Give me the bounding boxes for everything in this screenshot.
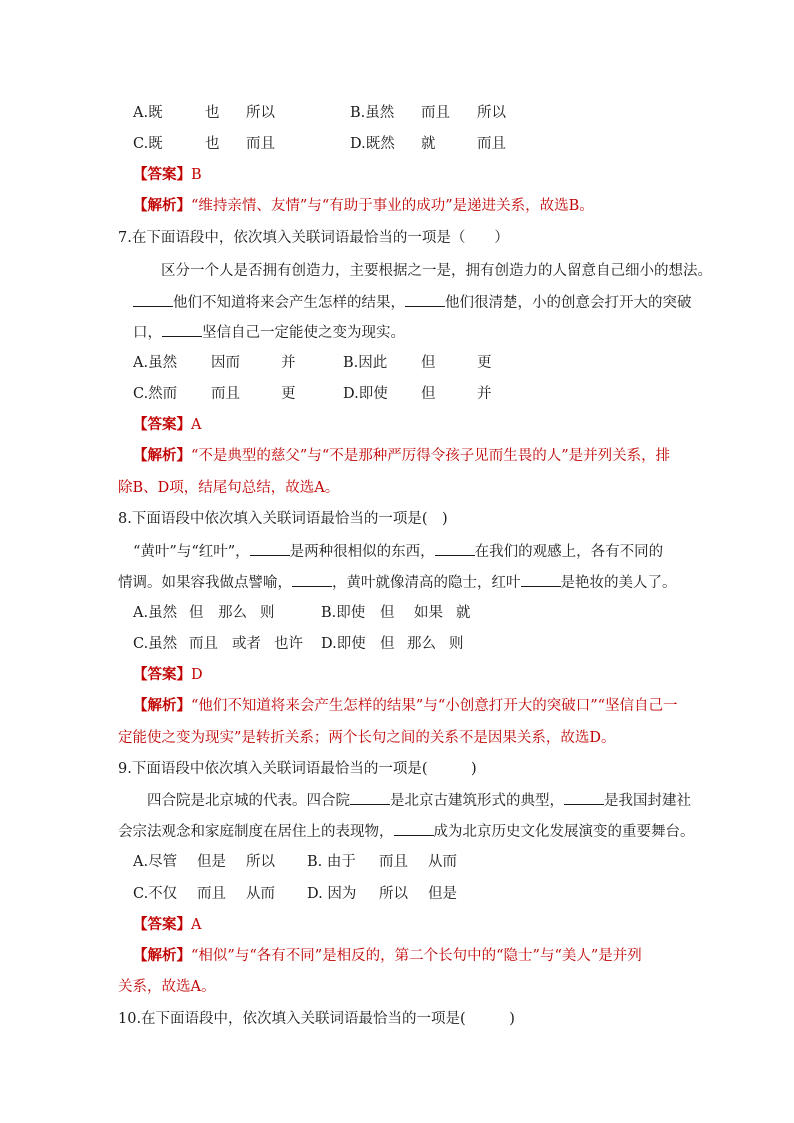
q8-text: 是两种很相似的东西， (289, 544, 435, 560)
q8-analysis-text: “他们不知道将来会产生怎样的结果”与“小创意打开大的突破口”“坚信自己一 (191, 698, 678, 714)
q9-analysis-line-2: 关系，故选A。 (118, 979, 216, 995)
q8-answer (133, 665, 203, 685)
analysis-tag: 【解析】 (133, 197, 191, 214)
q9-option-d: D. 因为 (307, 886, 357, 902)
q9-text: 会宗法观念和家庭制度在居住上的表现物， (118, 824, 394, 840)
q6-analysis-text: “维持亲情、友情”与“有助于事业的成功”是递进关系，故选B。 (191, 198, 594, 214)
q10-stem: 10.在下面语段中，依次填入关联词语最恰当的一项是( ) (118, 1011, 515, 1027)
q8-option-c: C.虽然 (133, 636, 178, 652)
q9-text: 四合院是北京城的代表。四合院 (147, 793, 350, 809)
q8-option-b-word-2: 但 (380, 605, 395, 621)
q9-answer (133, 915, 201, 935)
q9-option-c-word-2: 而且 (197, 886, 226, 902)
q9-paragraph-line-2 (118, 821, 695, 842)
q8-option-a-word-2: 但 (189, 605, 204, 621)
fill-blank[interactable] (405, 292, 445, 307)
q9-option-a-word-2: 但是 (197, 854, 226, 870)
q7-analysis-line-2: 除B、D项，结尾句总结，故选A。 (118, 480, 340, 496)
q9-option-a-word-3: 所以 (246, 854, 275, 870)
q6-option-b-word-3: 所以 (477, 105, 506, 121)
q9-paragraph-line-1 (147, 790, 691, 811)
q8-text: 情调。如果容我做点譬喻， (118, 575, 292, 591)
q7-option-a-word-2: 因而 (211, 355, 240, 371)
q9-option-d-word-2: 所以 (379, 886, 408, 902)
fill-blank[interactable] (292, 572, 332, 587)
q7-option-b-word-3: 更 (477, 355, 492, 371)
fill-blank[interactable] (435, 541, 475, 556)
q8-text: “黄叶”与“红叶”， (133, 544, 250, 560)
q6-option-b: B.虽然 (350, 105, 395, 121)
q6-option-c-word-3: 而且 (246, 136, 275, 152)
q9-answer-value: A (191, 917, 202, 933)
q7-stem: 7.在下面语段中，依次填入关联词语最恰当的一项是（ ） (118, 230, 509, 246)
q6-option-a: A.既 (133, 105, 163, 121)
q8-paragraph-line-2 (118, 572, 677, 593)
q8-option-a: A.虽然 (133, 605, 178, 621)
q6-option-d-word-2: 就 (421, 136, 436, 152)
q8-option-a-word-4: 则 (260, 605, 275, 621)
q7-option-b: B.因此 (343, 355, 388, 371)
analysis-tag: 【解析】 (133, 447, 191, 464)
q6-option-d-word-3: 而且 (477, 136, 506, 152)
q7-option-a-word-3: 并 (281, 355, 296, 371)
fill-blank[interactable] (394, 821, 434, 836)
q7-option-d-word-3: 并 (477, 386, 492, 402)
q6-answer-value: B (191, 167, 202, 183)
q9-option-b: B. 由于 (307, 854, 356, 870)
q8-option-d-word-4: 则 (449, 636, 464, 652)
q9-analysis-line-1 (133, 946, 642, 966)
q7-answer (133, 415, 201, 435)
fill-blank[interactable] (250, 541, 290, 556)
q9-option-b-word-3: 从而 (428, 854, 457, 870)
fill-blank[interactable] (564, 790, 604, 805)
q9-text: 是北京古建筑形式的典型， (390, 793, 564, 809)
q8-analysis-line-1 (133, 696, 678, 716)
q8-answer-value: D (191, 667, 203, 683)
q8-option-c-word-4: 也许 (274, 636, 303, 652)
q6-option-b-word-2: 而且 (421, 105, 450, 121)
answer-tag: 【答案】 (133, 916, 191, 933)
q7-paragraph-line-1: 区分一个人是否拥有创造力，主要根据之一是，拥有创造力的人留意自己细小的想法。 (161, 263, 712, 279)
answer-tag: 【答案】 (133, 416, 191, 433)
q8-text: 在我们的观感上，各有不同的 (474, 544, 664, 560)
q7-option-c-word-3: 更 (281, 386, 296, 402)
analysis-tag: 【解析】 (133, 947, 191, 964)
fill-blank[interactable] (521, 572, 561, 587)
q6-option-a-word-3: 所以 (246, 105, 275, 121)
q7-analysis-text: “不是典型的慈父”与“不是那种严厉得令孩子见而生畏的人”是并列关系，排 (191, 448, 671, 464)
q7-text: 他们很清楚，小的创意会打开大的突破 (445, 295, 692, 311)
q8-option-c-word-2: 而且 (189, 636, 218, 652)
q6-option-a-word-2: 也 (205, 105, 220, 121)
answer-tag: 【答案】 (133, 666, 191, 683)
q8-option-b: B.即使 (321, 605, 366, 621)
q9-stem: 9.下面语段中依次填入关联词语最恰当的一项是( ) (118, 761, 477, 777)
q6-option-c-word-2: 也 (205, 136, 220, 152)
q7-paragraph-line-2 (133, 292, 692, 313)
q8-option-d-word-3: 那么 (407, 636, 436, 652)
fill-blank[interactable] (133, 292, 173, 307)
q9-text: 是我国封建社 (604, 793, 691, 809)
q8-text: ，黄叶就像清高的隐士，红叶 (332, 575, 521, 591)
q7-text: 坚信自己一定能使之变为现实。 (202, 325, 405, 341)
answer-tag: 【答案】 (133, 166, 191, 183)
q8-option-b-word-3: 如果 (414, 605, 443, 621)
q8-option-c-word-3: 或者 (232, 636, 261, 652)
q8-option-a-word-3: 那么 (218, 605, 247, 621)
q7-option-a: A.虽然 (133, 355, 178, 371)
q7-text: 口， (133, 325, 162, 341)
q8-paragraph-line-1 (133, 541, 663, 562)
q8-option-d-word-2: 但 (380, 636, 395, 652)
q7-analysis-line-1 (133, 446, 670, 466)
fill-blank[interactable] (350, 790, 390, 805)
q6-answer (133, 165, 202, 185)
q7-option-c: C.然而 (133, 386, 178, 402)
q9-option-d-word-3: 但是 (428, 886, 457, 902)
q7-option-d-word-2: 但 (421, 386, 436, 402)
q9-analysis-text: “相似”与“各有不同”是相反的，第二个长句中的“隐士”与“美人”是并列 (191, 948, 642, 964)
q7-answer-value: A (191, 417, 202, 433)
q9-text: 成为北京历史文化发展演变的重要舞台。 (433, 824, 695, 840)
fill-blank[interactable] (162, 322, 202, 337)
q6-option-c: C.既 (133, 136, 163, 152)
q9-option-c-word-3: 从而 (246, 886, 275, 902)
q9-option-b-word-2: 而且 (379, 854, 408, 870)
q7-paragraph-line-3 (133, 322, 405, 343)
q6-analysis (133, 196, 594, 216)
q9-option-a: A.尽管 (133, 854, 178, 870)
q6-option-d: D.既然 (350, 136, 395, 152)
q7-text: 他们不知道将来会产生怎样的结果， (173, 295, 405, 311)
q8-option-d: D.即使 (321, 636, 366, 652)
q8-stem: 8.下面语段中依次填入关联词语最恰当的一项是( ) (118, 511, 448, 527)
q7-option-b-word-2: 但 (421, 355, 436, 371)
q8-analysis-line-2: 定能使之变为现实”是转折关系；两个长句之间的关系不是因果关系，故选D。 (118, 730, 616, 746)
q8-text: 是艳妆的美人了。 (560, 575, 677, 591)
q7-option-d: D.即使 (343, 386, 388, 402)
analysis-tag: 【解析】 (133, 697, 191, 714)
q9-option-c: C.不仅 (133, 886, 178, 902)
q8-option-b-word-4: 就 (456, 605, 471, 621)
q7-option-c-word-2: 而且 (211, 386, 240, 402)
